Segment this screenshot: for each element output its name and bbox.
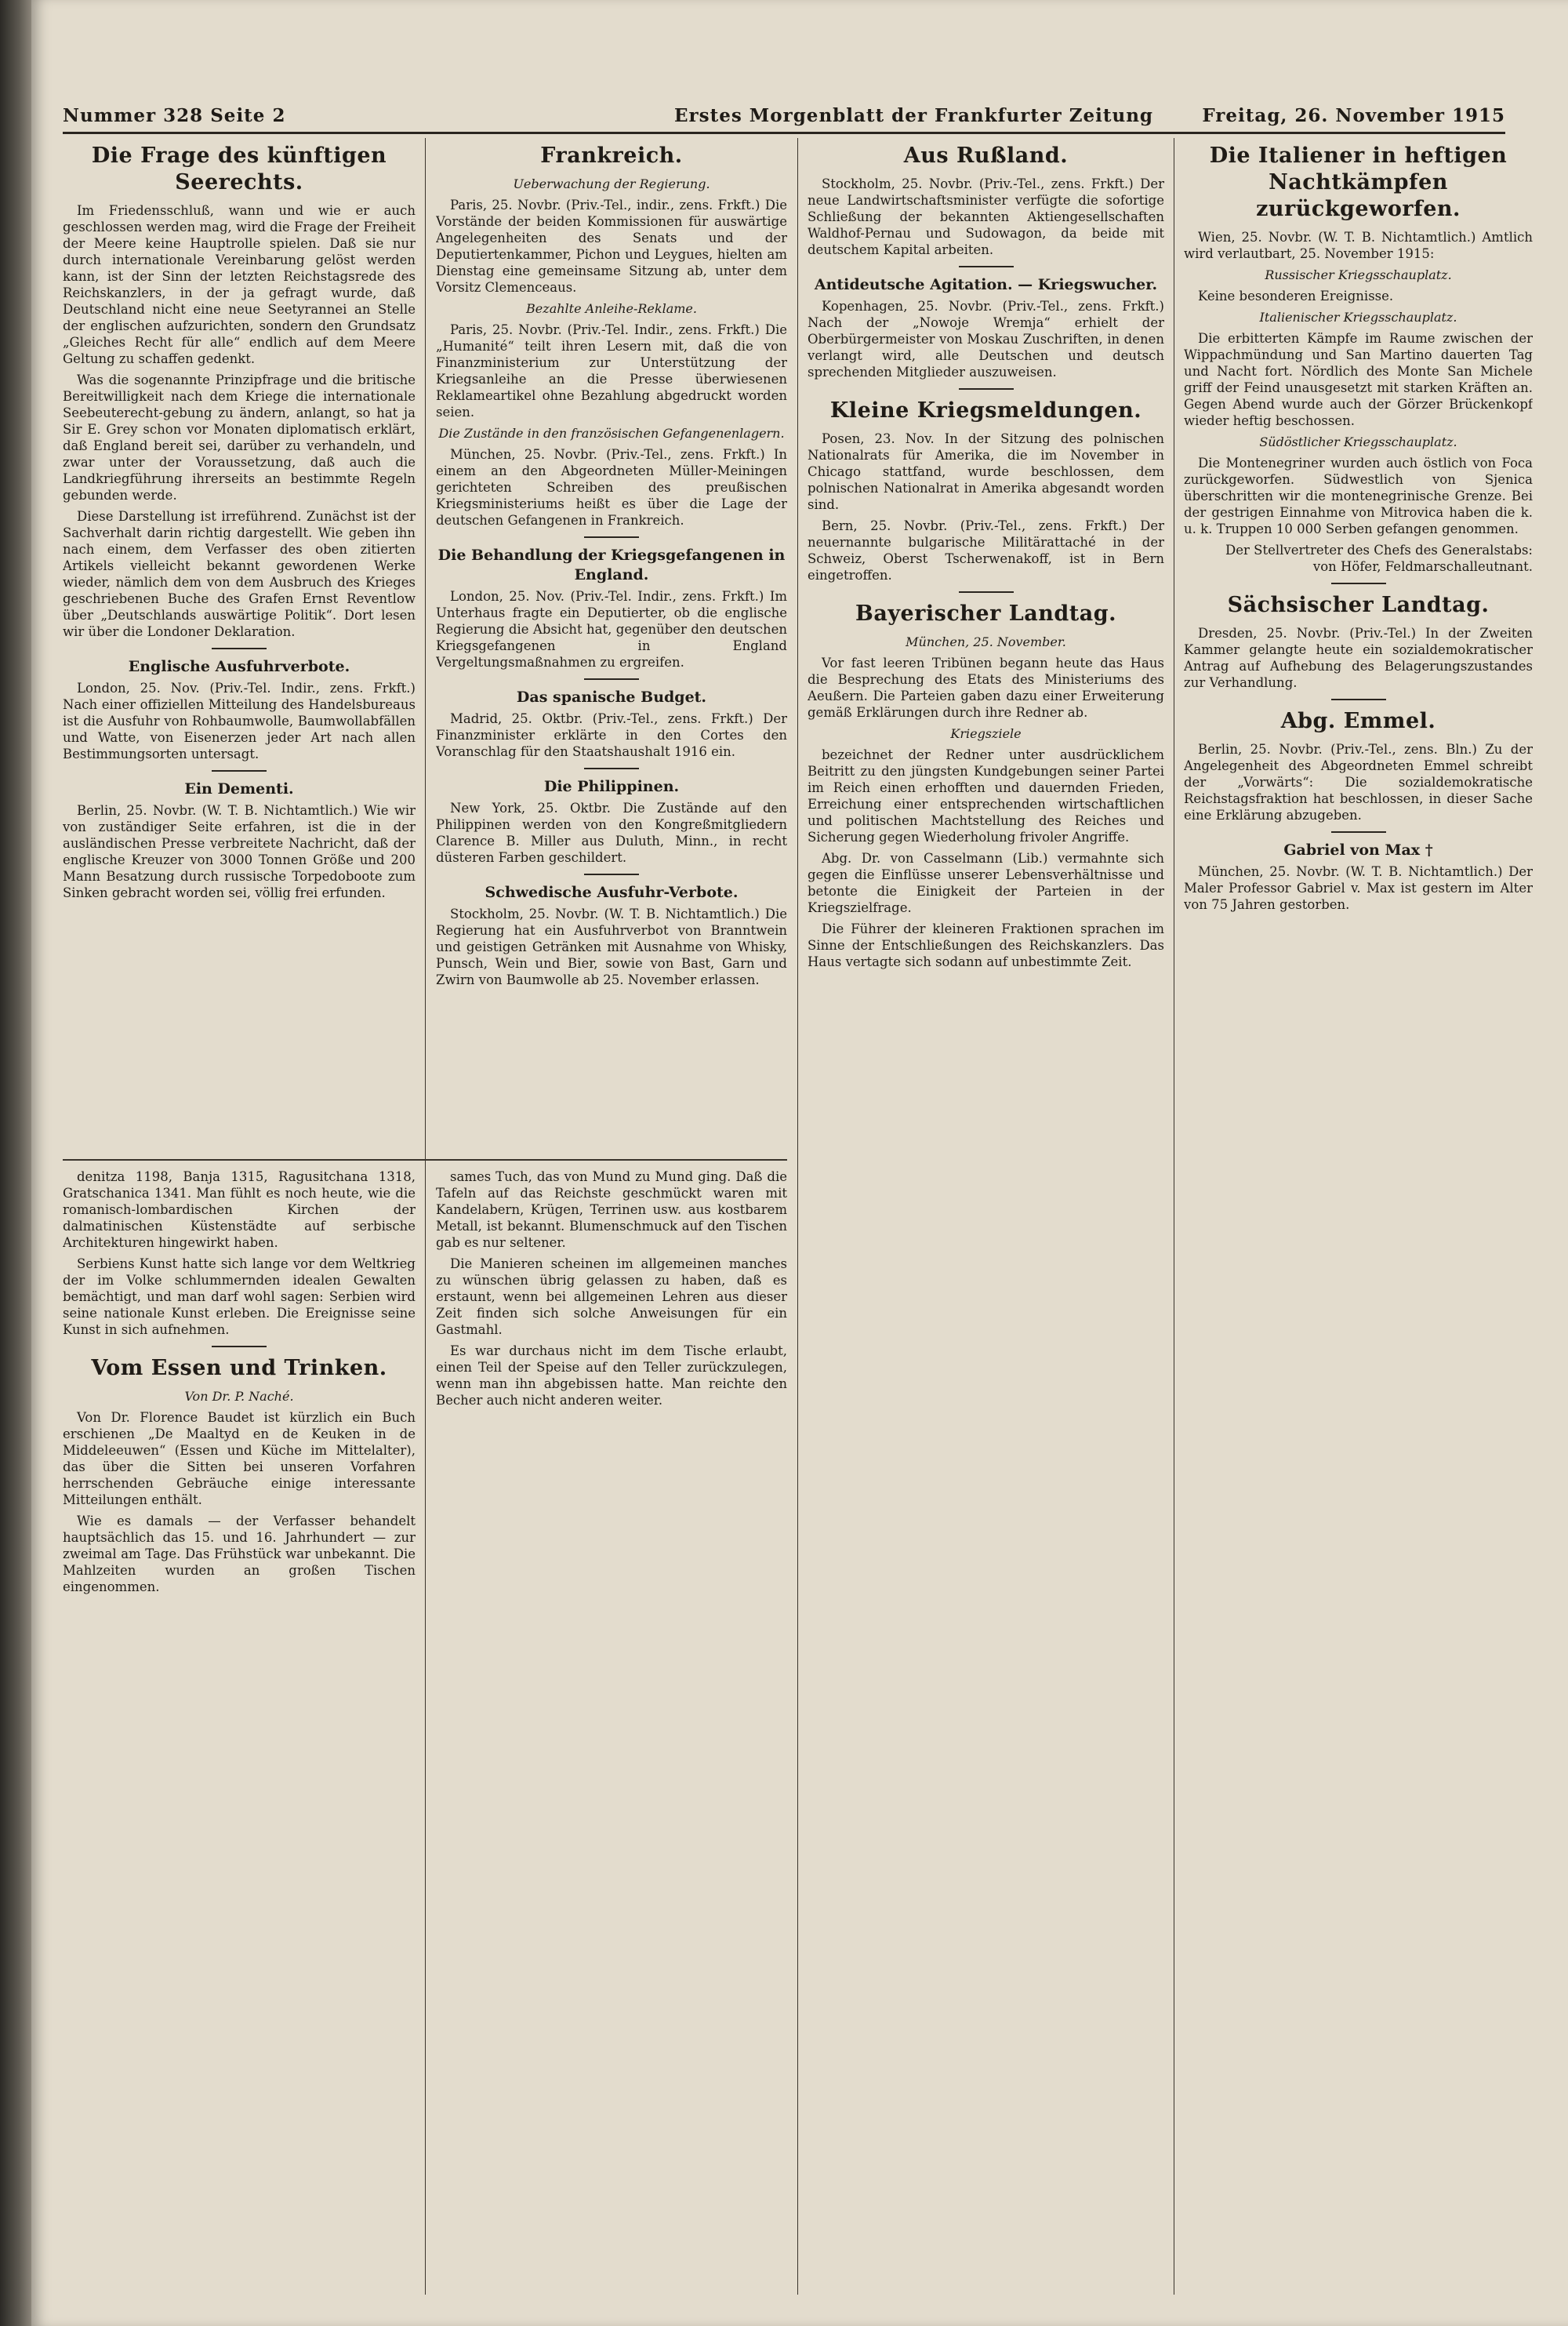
book-spine <box>0 0 31 2326</box>
column-3 <box>808 138 1164 2291</box>
column-rule <box>797 138 798 2295</box>
article-title: Kleine Kriegsmeldungen. <box>829 398 1142 423</box>
paragraph: Wien, 25. Novbr. (W. T. B. Nichtamtlich.) Amtlich wird verlautbart, 25. November 1915: <box>1184 230 1533 261</box>
separator <box>959 388 1014 390</box>
article-title: Das spanische Budget. <box>516 689 707 706</box>
separator <box>584 874 639 875</box>
article-title: Abg. Emmel. <box>1280 709 1436 733</box>
paragraph: Von Dr. Florence Baudet ist kürzlich ein Buch erschienen „De Maaltyd en de Keuken in de Middeleeuwen“ (Essen und Küche im Mittelalter), das über die Sitten bei unseren Vorfahren herrschenden Gebräuche einige interessante Mitteilungen enthält. <box>63 1410 416 1507</box>
separator <box>959 266 1014 267</box>
subheading: Ueberwachung der Regierung. <box>513 176 710 191</box>
masthead <box>63 100 1505 134</box>
paragraph: München, 25. Novbr. (W. T. B. Nichtamtlich.) Der Maler Professor Gabriel v. Max ist gestern im Alter von 75 Jahren gestorben. <box>1184 864 1533 912</box>
paragraph: London, 25. Nov. (Priv.-Tel. Indir., zens. Frkft.) Im Unterhaus fragte ein Deputierter, ob die englische Regierung die Absicht hat, gegenüber den deutschen Kriegsgefangenen in England Vergeltungsmaßnahmen zu ergreifen. <box>436 589 787 670</box>
feuilleton-column-1 <box>63 1168 416 2294</box>
subheading: Die Zustände in den französischen Gefangenenlagern. <box>438 426 785 441</box>
article-title: Die Behandlung der Kriegsgefangenen in England. <box>437 547 786 583</box>
paragraph: Es war durchaus nicht im dem Tische erlaubt, einen Teil der Speise auf den Teller zurückzulegen, wenn man ihn abgebissen hatte. Man reichte den Becher auch nicht anderen weiter. <box>436 1343 787 1408</box>
article-title: Bayerischer Landtag. <box>855 601 1116 626</box>
paragraph: München, 25. Novbr. (Priv.-Tel., zens. Frkft.) In einem an den Abgeordneten Müller-Meiningen gerichteten Schreiben des preußischen Kriegsministeriums heißt es über die Lage der deutschen Gefangenen in Frankreich. <box>436 447 787 528</box>
byline: Von Dr. P. Naché. <box>184 1389 294 1404</box>
paragraph: Serbiens Kunst hatte sich lange vor dem Weltkrieg der im Volke schlummernden idealen Gewalten bemächtigt, und man darf wohl sagen: Serbien wird seine nationale Kunst erleben. Die Ereignisse seine Kunst in sich aufnehmen. <box>63 1256 416 1337</box>
separator <box>959 591 1014 593</box>
paragraph: New York, 25. Oktbr. Die Zustände auf den Philippinen werden von den Kongreßmitgliedern Clarence B. Miller aus Duluth, Minn., in recht düsteren Farben geschildert. <box>436 801 787 865</box>
column-fade <box>63 1131 416 1150</box>
paragraph: Vor fast leeren Tribünen begann heute das Haus die Besprechung des Etats des Ministeriums des Aeußern. Die Parteien gaben dazu einer Erweiterung gemäß Erklärungen durch ihre Redner ab. <box>808 656 1164 720</box>
article-title: Gabriel von Max † <box>1283 841 1433 859</box>
separator <box>1331 699 1386 700</box>
separator <box>584 678 639 680</box>
feuilleton-column-2 <box>436 1168 787 2294</box>
paragraph: Die Montenegriner wurden auch östlich von Foca zurückgeworfen. Südwestlich von Sjenica überschritten wir die montenegrinische Grenze. Bei der gestrigen Einnahme von Mitrovica haben die k. u. k. Truppen 10 000 Serben gefangen genommen. <box>1184 456 1533 536</box>
paragraph: Posen, 23. Nov. In der Sitzung des polnischen Nationalrats für Amerika, die im November in Chicago stattfand, wurde beschlossen, dem polnischen Nationalrat in Amerika abgesandt worden sind. <box>808 431 1164 512</box>
column-fade <box>808 2272 1164 2291</box>
article-title: Die Italiener in heftigen Nachtkämpfen zurückgeworfen. <box>1209 144 1508 221</box>
paragraph: Berlin, 25. Novbr. (W. T. B. Nichtamtlich.) Wie wir von zuständiger Seite erfahren, ist die in der ausländischen Presse verbreitete Nachricht, daß der englische Kreuzer von 3000 Tonnen Größe und 200 Mann Besatzung durch russische Torpedoboote zum Sinken gebracht worden sei, völlig frei erfunden. <box>63 803 416 900</box>
article-title: Die Philippinen. <box>543 778 680 795</box>
article-title: Schwedische Ausfuhr-Verbote. <box>485 884 739 901</box>
paragraph: Was die sogenannte Prinzipfrage und die britische Bereitwilligkeit nach dem Kriege die internationale Seebeuterecht-gebung zu ändern, anlangt, so hat ja Sir E. Grey schon vor Monaten diplomatisch erklärt, daß England bereit sei, darüber zu verhandeln, und zwar unter der Voraussetzung, daß auch die Landkriegführung ihrerseits an bestimmte Regeln gebunden werde. <box>63 373 416 503</box>
signature: Der Stellvertreter des Chefs des Generalstabs: von Höfer, Feldmarschalleutnant. <box>1225 543 1533 574</box>
paragraph: Bern, 25. Novbr. (Priv.-Tel., zens. Frkft.) Der neuernannte bulgarische Militärattaché in der Schweiz, Oberst Tscherwenakoff, ist in Bern eingetroffen. <box>808 518 1164 583</box>
paragraph: denitza 1198, Banja 1315, Ragusitchana 1318, Gratschanica 1341. Man fühlt es noch heute, wie die romanisch-lombardischen Kirchen der dalmatinischen Küstenstädte auf serbische Architekturen hingewirkt haben. <box>63 1169 416 1250</box>
subheading: Kriegsziele <box>950 726 1022 741</box>
subheading: Südöstlicher Kriegsschauplatz. <box>1259 434 1457 449</box>
column-fade <box>1184 2272 1533 2291</box>
paragraph: Stockholm, 25. Novbr. (Priv.-Tel., zens. Frkft.) Der neue Landwirtschaftsminister verfügte die sofortige Schließung der bekannten Aktiengesellschaften Waldhof-Pernau und Sudowagon, da beide mit deutschem Kapital arbeiten. <box>808 176 1164 257</box>
paragraph: bezeichnet der Redner unter ausdrücklichem Beitritt zu den jüngsten Kundgebungen seiner Partei im Reich einen erhofften und dauernden Frieden, Erreichung einer entsprechenden wirtschaftlichen und politischen Machtstellung des Reiches und Sicherung gegen Wiederholung frivoler Angriffe. <box>808 747 1164 845</box>
paragraph: Paris, 25. Novbr. (Priv.-Tel. Indir., zens. Frkft.) Die „Humanité“ teilt ihren Lesern mit, daß die von Finanzministerium zur Unterstützung der Kriegsanleihe an die Presse überwiesenen Reklameartikel ohne Bezahlung abgedruckt worden seien. <box>436 322 787 420</box>
paragraph: Madrid, 25. Oktbr. (Priv.-Tel., zens. Frkft.) Der Finanzminister erklärte in den Cortes den Voranschlag für den Staatshaushalt 1916 ein. <box>436 711 787 759</box>
paragraph: Diese Darstellung ist irreführend. Zunächst ist der Sachverhalt darin richtig dargestellt. Wie geben ihn nach einem, dem Verfasser des oben zitierten Artikels vielleicht bekannt gewordenen Werke wieder, nämlich dem von dem Ausbruch des Krieges geschriebenen Buche des Grafen Ernst Reventlow über „Deutschlands auswärtige Politik“. Dort lesen wir über die Londoner Deklaration. <box>63 509 416 639</box>
paragraph: Kopenhagen, 25. Novbr. (Priv.-Tel., zens. Frkft.) Nach der „Nowoje Wremja“ erhielt der Oberbürgermeister von Moskau Zuschriften, in denen verlangt wird, alle Deutschen und deutsch sprechenden Mitglieder auszuweisen. <box>808 299 1164 380</box>
article-title: Ein Dementi. <box>184 780 294 798</box>
paragraph: sames Tuch, das von Mund zu Mund ging. Daß die Tafeln auf das Reichste geschmückt waren mit Kandelabern, Krügen, Terrinen usw. aus kostbarem Metall, ist bekannt. Blumenschmuck auf den Tischen gab es nur seltener. <box>436 1169 787 1250</box>
paragraph: Dresden, 25. Novbr. (Priv.-Tel.) In der Zweiten Kammer gelangte heute ein sozialdemokratischer Antrag auf Aufhebung des Belagerungszustandes zur Verhandlung. <box>1184 626 1533 690</box>
paragraph: Berlin, 25. Novbr. (Priv.-Tel., zens. Bln.) Zu der Angelegenheit des Abgeordneten Emmel schreibt der „Vorwärts“: Die sozialdemokratische Reichstagsfraktion hat beschlossen, in dieser Sache eine Erklärung abzugeben. <box>1184 742 1533 823</box>
feuilleton-rule <box>63 1159 787 1161</box>
article-title: Frankreich. <box>540 144 683 168</box>
paragraph: Keine besonderen Ereignisse. <box>1198 289 1394 303</box>
paragraph: Die erbitterten Kämpfe im Raume zwischen der Wippachmündung und San Martino dauerten Tag und Nacht fort. Nördlich des Monte San Michele griff der Feind unausgesetzt mit starken Kräften an. Gegen Abend wurde auch der Görzer Brückenkopf wieder heftig beschossen. <box>1184 331 1533 428</box>
paragraph: Abg. Dr. von Casselmann (Lib.) vermahnte sich gegen die Einflüsse unserer Lebensverhältnisse und betonte die Einigkeit der Parteien in der Kriegszielfrage. <box>808 851 1164 915</box>
paragraph: Die Führer der kleineren Fraktionen sprachen im Sinne der Entschließungen des Reichskanzlers. Das Haus vertagte sich sodann auf unbestimmte Zeit. <box>808 921 1164 969</box>
separator <box>584 768 639 769</box>
column-rule <box>425 138 426 2295</box>
article-title: Aus Rußland. <box>903 144 1069 168</box>
column-fade <box>436 1111 787 1130</box>
separator <box>584 536 639 538</box>
article-title: Antideutsche Agitation. — Kriegswucher. <box>814 276 1158 293</box>
paragraph: Stockholm, 25. Novbr. (W. T. B. Nichtamtlich.) Die Regierung hat ein Ausfuhrverbot von Branntwein und geistigen Getränken mit Ausnahme von Whisky, Punsch, Wein und Bier, sowie von Bast, Garn und Zwirn von Baumwolle ab 25. November erlassen. <box>436 907 787 987</box>
paragraph: Im Friedensschluß, wann und wie er auch geschlossen werden mag, wird die Frage der Freiheit der Meere keine Hauptrolle spielen. Daß sie nur durch internationale Vereinbarung gelöst werden kann, ist der Sinn der letzten Reichstagsrede des Reichskanzlers, in der ja gefragt wurde, daß Deutschland nicht eine neue Seetyrannei an Stelle der englischen aufzurichten, sondern den Grundsatz „Gleiches Recht für alle“ endlich auf dem Meere Geltung zu schaffen gedenkt. <box>63 203 416 366</box>
paragraph: Die Manieren scheinen im allgemeinen manches zu wünschen übrig gelassen zu haben, daß es erstaunt, wenn bei allgemeinen Lehren aus dieser Zeit finden sich solche Anweisungen für ein Gastmahl. <box>436 1256 787 1337</box>
paragraph: Paris, 25. Novbr. (Priv.-Tel., indir., zens. Frkft.) Die Vorstände der beiden Kommissionen für auswärtige Angelegenheiten des Senats und der Deputiertenkammer, Pichon und Leygues, hielten am Dienstag eine gemeinsame Sitzung ab, unter dem Vorsitz Clemenceaus. <box>436 198 787 295</box>
separator <box>1331 831 1386 833</box>
paragraph: Wie es damals — der Verfasser behandelt hauptsächlich das 15. und 16. Jahrhundert — zur zweimal am Tage. Das Frühstück war unbekannt. Die Mahlzeiten wurden an großen Tischen eingenommen. <box>63 1514 416 1594</box>
paragraph: London, 25. Nov. (Priv.-Tel. Indir., zens. Frkft.) Nach einer offiziellen Mitteilung des Handelsbureaus ist die Ausfuhr von Rohbaumwolle, Baumwollabfällen und Watte, von Eisenerzen jeder Art nach allen Bestimmungsorten untersagt. <box>63 681 416 761</box>
issue-date: Freitag, 26. November 1915 <box>1202 105 1505 126</box>
newspaper-name: Erstes Morgenblatt der Frankfurter Zeitung <box>674 105 1154 126</box>
article-title: Die Frage des künftigen Seerechts. <box>91 144 387 194</box>
separator <box>212 770 267 772</box>
article-title: Englische Ausfuhrverbote. <box>128 658 350 675</box>
issue-number: Nummer 328 Seite 2 <box>63 105 286 126</box>
column-2 <box>436 138 787 1130</box>
subheading: Russischer Kriegsschauplatz. <box>1265 267 1452 282</box>
separator <box>1331 583 1386 584</box>
article-title: Sächsischer Landtag. <box>1227 593 1490 617</box>
separator <box>212 648 267 649</box>
column-1 <box>63 138 416 1150</box>
subheading: München, 25. November. <box>906 634 1066 649</box>
subheading: Bezahlte Anleihe-Reklame. <box>526 301 697 316</box>
separator <box>212 1346 267 1347</box>
column-4 <box>1184 138 1533 2291</box>
article-title: Vom Essen und Trinken. <box>91 1356 387 1380</box>
subheading: Italienischer Kriegsschauplatz. <box>1259 310 1457 325</box>
